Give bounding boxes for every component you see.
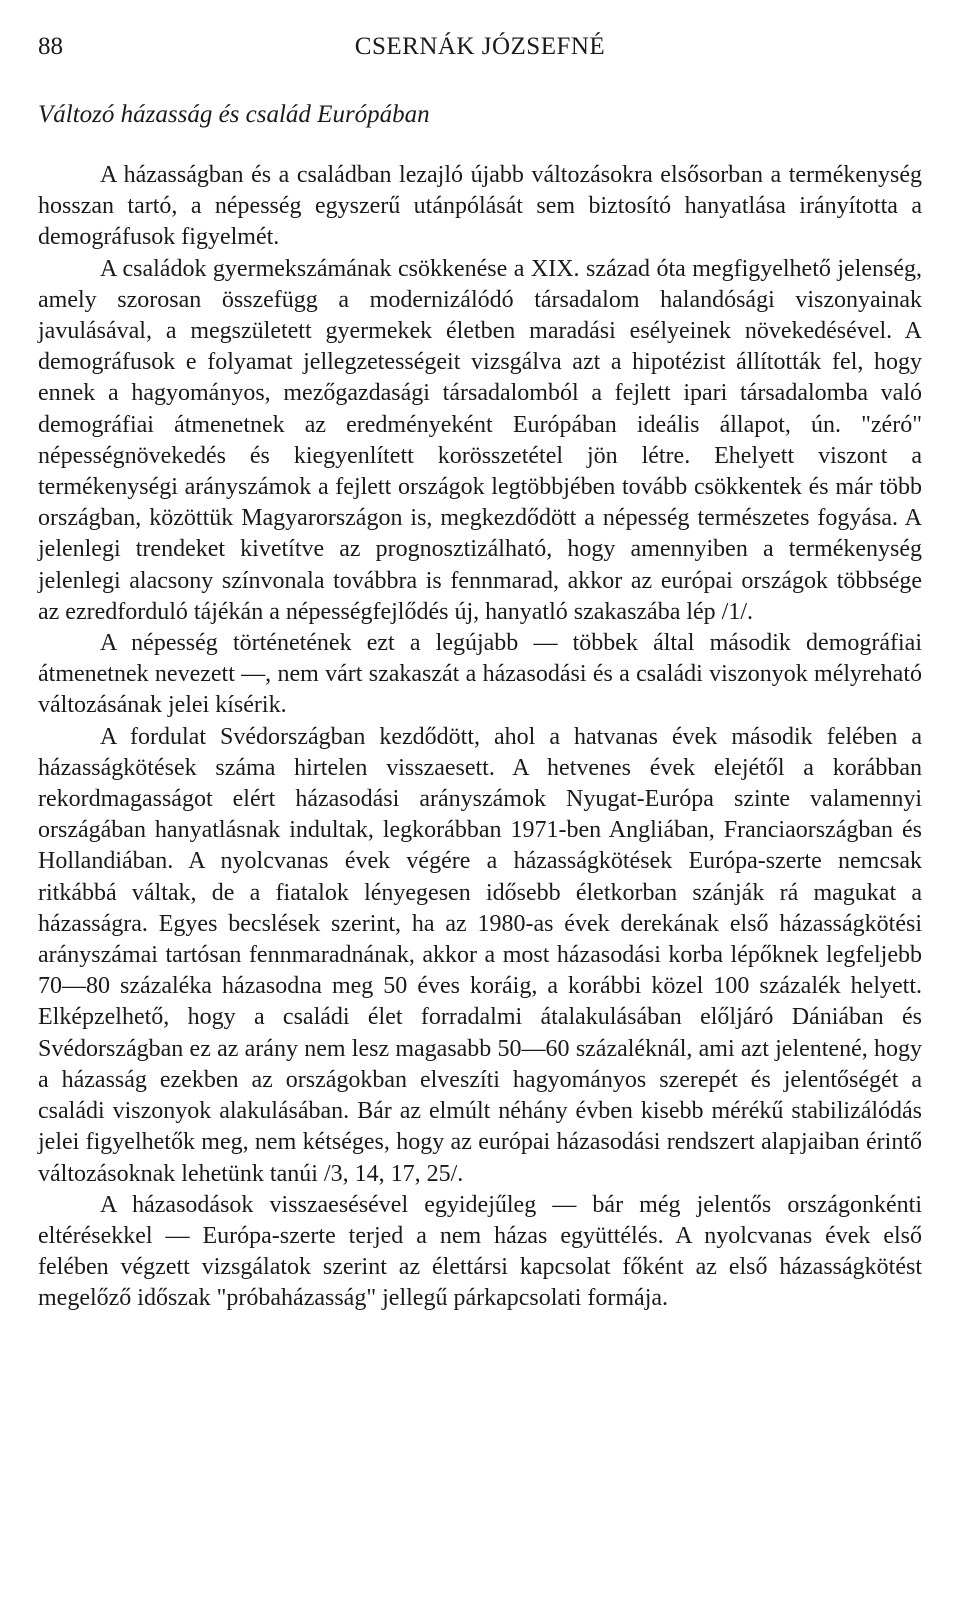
paragraph: A népesség történetének ezt a legújabb — többek által második demográfiai átmenetnek nevezett —, nem várt szakaszát a házasodási és a családi viszonyok mélyreható változásának jelei kísérik. [38, 630, 922, 719]
paragraph: A házasságban és a családban lezajló újabb változásokra elsősorban a termékenység hosszan tartó, a népesség egyszerű utánpólását sem biztosító hanyatlása irányította a demográfusok figyelmét. [38, 162, 922, 251]
paragraph: A házasodások visszaesésével egyidejűleg — bár még jelentős országonkénti eltérésekkel — Európa-szerte terjed a nem házas együttélés. A nyolcvanas évek első felében végzett vizsgálatok szerint az élettársi kapcsolat főként az első házasságkötést megelőző időszak "próbaházasság" jellegű párkapcsolati formája. [38, 1191, 922, 1312]
body-text [38, 160, 922, 1315]
running-title: CSERNÁK JÓZSEFNÉ [354, 33, 606, 60]
page-number: 88 [38, 33, 63, 60]
section-title: Változó házasság és család Európában [38, 101, 430, 128]
paragraph: A fordulat Svédországban kezdődött, ahol a hatvanas évek második felében a házasságkötések száma hirtelen visszaesett. A hetvenes évek elejétől a korábban rekordmagasságot elért házasodási arányszámok Nyugat-Európa szinte valamennyi országában hanyatlásnak indultak, legkorábban 1971-ben Angliában, Franciaországban és Hollandiában. A nyolcvanas évek végére a házasságkötések Európa-szerte nemcsak ritkábbá váltak, de a fiatalok lényegesen idősebb életkorban szánják rá magukat a házasságra. Egyes becslések szerint, ha az 1980-as évek derekának első házasságkötési arányszámai tartósan fennmaradnának, akkor a most házasodási korba lépőknek legfeljebb 70—80 százaléka házasodna meg 50 éves koráig, a korábbi közel 100 százalék helyett. Elképzelhető, hogy a családi élet forradalmi átalakulásában előljáró Dániában és Svédországban ez az arány nem lesz magasabb 50—60 százaléknál, ami azt jelentené, hogy a házasság ezekben az országokban elveszíti hagyományos szerepét és jelentőségét a családi viszonyok alakulásában. Bár az elmúlt néhány évben kisebb mérékű stabilizálódás jelei figyelhetők meg, nem kétséges, hogy az európai házasodási rendszert alapjaiban érintő változásoknak lehetünk tanúi /3, 14, 17, 25/. [38, 723, 922, 1187]
running-header [38, 30, 922, 64]
paragraph: A családok gyermekszámának csökkenése a XIX. század óta megfigyelhető jelenség, amely szorosan összefügg a modernizálódó társadalom halandósági viszonyainak javulásával, a megszületett gyermekek életben maradási esélyeinek növekedésével. A demográfusok e folyamat jellegzetességeit vizsgálva azt a hipotézist állították fel, hogy ennek a hagyományos, mezőgazdasági társadalomból a fejlett ipari társadalomba való demográfiai átmenetnek az eredményeként Európában ideális állapot, ún. "zéró" népességnövekedés és kiegyenlített korösszetétel jön létre. Ehelyett viszont a termékenységi arányszámok a fejlett országok legtöbbjében tovább csökkentek és már több országban, közöttük Magyarországon is, megkezdődött a népesség természetes fogyása. A jelenlegi trendeket kivetítve az prognosztizálható, hogy amennyiben a termékenység jelenlegi alacsony színvonala továbbra is fennmarad, akkor az európai országok többsége az ezredforduló tájékán a népességfejlődés új, hanyatló szakaszába lép /1/. [38, 255, 922, 625]
